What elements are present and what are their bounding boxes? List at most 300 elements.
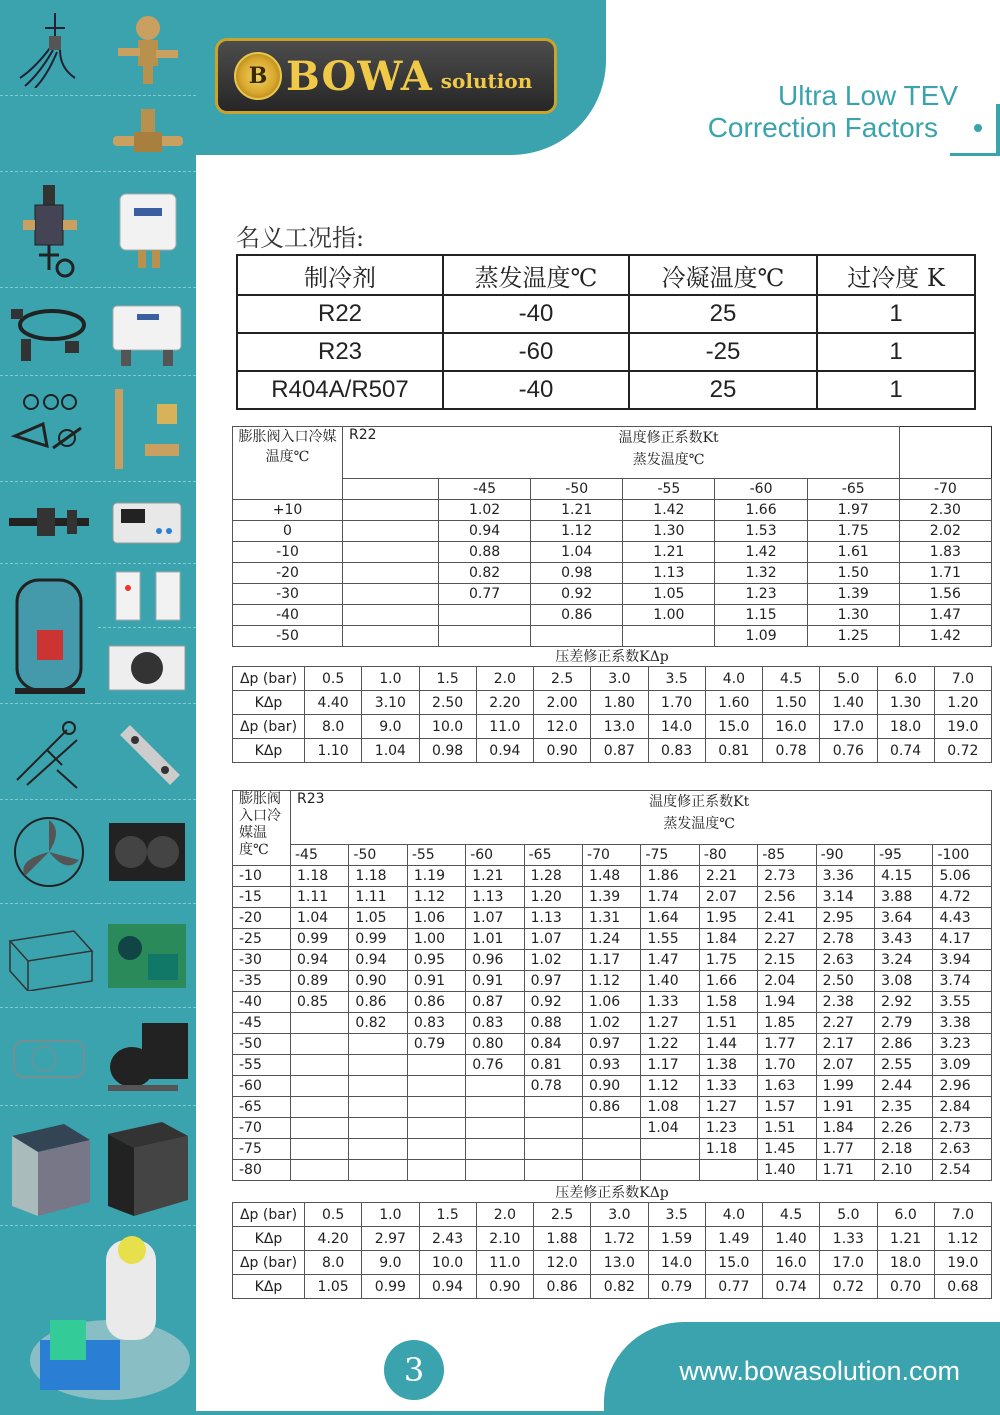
- refrigerant-label: R22: [343, 427, 439, 479]
- cell: -40: [443, 295, 629, 333]
- kt-value-cell: 1.02: [583, 1013, 641, 1034]
- kt-value-cell: 2.44: [875, 1076, 933, 1097]
- inlet-temp-cell: -35: [233, 971, 291, 992]
- kt-value-cell: 1.32: [715, 563, 807, 584]
- dual-pressure-switch-icon: [106, 296, 188, 370]
- sidebar-cell: [98, 288, 196, 376]
- evap-temp-cell: -90: [816, 845, 874, 866]
- kt-value-cell: 1.21: [466, 866, 524, 887]
- kp-value-cell: 7.0: [934, 1203, 991, 1227]
- sidebar-cell: [0, 376, 98, 482]
- kp-value-cell: 1.21: [877, 1227, 934, 1251]
- kt-value-cell: 0.85: [291, 992, 349, 1013]
- kt-value-cell: 1.04: [641, 1118, 699, 1139]
- table-row: [233, 1118, 992, 1139]
- kt-value-cell: [641, 1160, 699, 1181]
- kt-value-cell: 1.33: [699, 1076, 757, 1097]
- kt-value-cell: [524, 1097, 582, 1118]
- kt-value-cell: 0.81: [524, 1055, 582, 1076]
- kt-value-cell: [466, 1139, 524, 1160]
- kp-value-cell: 10.0: [419, 1251, 476, 1275]
- inlet-temp-cell: -20: [233, 563, 343, 584]
- table-row: [233, 992, 992, 1013]
- kt-value-cell: [291, 1139, 349, 1160]
- kt-value-cell: 1.15: [715, 605, 807, 626]
- kp-value-cell: 2.43: [419, 1227, 476, 1251]
- table-row: [233, 691, 992, 715]
- kp-value-cell: 0.79: [648, 1275, 705, 1299]
- kt-value-cell: 1.74: [641, 887, 699, 908]
- table-row: [233, 542, 992, 563]
- kt-value-cell: [291, 1076, 349, 1097]
- kt-value-cell: 1.66: [715, 500, 807, 521]
- kt-value-cell: 0.88: [524, 1013, 582, 1034]
- kt-value-cell: 1.42: [623, 500, 715, 521]
- kt-value-cell: [641, 1139, 699, 1160]
- kp-caption: 压差修正系数KΔp: [555, 649, 669, 665]
- kt-value-cell: 1.30: [807, 605, 899, 626]
- table-row: [233, 1013, 992, 1034]
- col-header: 冷凝温度℃: [629, 255, 817, 295]
- kt-value-cell: 0.84: [524, 1034, 582, 1055]
- kt-value-cell: 0.86: [407, 992, 465, 1013]
- kt-value-cell: 2.84: [933, 1097, 992, 1118]
- table-row: [233, 1076, 992, 1097]
- inlet-temp-cell: -75: [233, 1139, 291, 1160]
- kt-value-cell: 1.42: [899, 626, 991, 647]
- kt-value-cell: 1.86: [641, 866, 699, 887]
- kt-value-cell: 0.92: [524, 992, 582, 1013]
- r22-temperature-table: [232, 426, 992, 647]
- kt-value-cell: 0.94: [291, 950, 349, 971]
- cell: 25: [629, 371, 817, 409]
- r23-rows: [233, 866, 992, 1181]
- kp-value-cell: 0.81: [705, 739, 762, 763]
- kt-value-cell: 0.76: [466, 1055, 524, 1076]
- kp-value-cell: 1.50: [763, 691, 820, 715]
- kt-value-cell: 1.55: [641, 929, 699, 950]
- kp-row-label: KΔp: [233, 1227, 305, 1251]
- cell: R22: [237, 295, 443, 333]
- kt-value-cell: [466, 1097, 524, 1118]
- inlet-temp-header: [233, 791, 291, 866]
- kp-value-cell: 1.05: [305, 1275, 362, 1299]
- evap-temp-cell: -70: [583, 845, 641, 866]
- kt-value-cell: 2.73: [933, 1118, 992, 1139]
- kt-value-cell: 1.06: [407, 908, 465, 929]
- logo-name: BOWA: [286, 52, 433, 100]
- kt-value-cell: 2.55: [875, 1055, 933, 1076]
- kt-value-cell: 1.06: [583, 992, 641, 1013]
- evap-temp-cell: -70: [899, 479, 991, 500]
- compressor-drawing-icon: [4, 1018, 94, 1098]
- kt-value-cell: 4.72: [933, 887, 992, 908]
- kp-row-label: Δp (bar): [233, 715, 305, 739]
- relief-valve-icon: [10, 178, 90, 282]
- inlet-temp-header: 膨胀阀入口冷媒温度℃: [233, 427, 343, 500]
- kt-value-cell: [407, 1055, 465, 1076]
- kp-row-label: Δp (bar): [233, 667, 305, 691]
- kp-value-cell: 3.0: [591, 1203, 648, 1227]
- kt-value-cell: 1.08: [641, 1097, 699, 1118]
- kt-value-cell: 2.26: [875, 1118, 933, 1139]
- kp-value-cell: 1.5: [419, 1203, 476, 1227]
- evap-temp-cell: -85: [758, 845, 816, 866]
- inlet-temp-cell: 0: [233, 521, 343, 542]
- sidebar-cell: [98, 628, 196, 704]
- kp-value-cell: 0.90: [534, 739, 591, 763]
- evap-label: 蒸发温度℃: [632, 452, 705, 468]
- capillary-coil-icon: [10, 8, 90, 88]
- kt-value-cell: 3.64: [875, 908, 933, 929]
- unit-cooler-icon: [104, 634, 190, 698]
- table-row: [233, 887, 992, 908]
- kp-value-cell: 17.0: [820, 715, 877, 739]
- kp-value-cell: 19.0: [934, 1251, 991, 1275]
- kt-value-cell: 0.83: [407, 1013, 465, 1034]
- kt-label: 温度修正系数Kt: [618, 430, 719, 446]
- kt-header: [407, 791, 991, 845]
- sidebar-cell: [0, 96, 98, 172]
- kp-value-cell: 14.0: [648, 1251, 705, 1275]
- evap-temp-cell: -60: [715, 479, 807, 500]
- blank-cell: [343, 584, 439, 605]
- kt-value-cell: [349, 1160, 407, 1181]
- kt-value-cell: 2.56: [758, 887, 816, 908]
- inlet-temp-cell: -55: [233, 1055, 291, 1076]
- kt-value-cell: 1.02: [439, 500, 531, 521]
- kt-value-cell: 1.50: [807, 563, 899, 584]
- table-row: [233, 1160, 992, 1181]
- kt-value-cell: 1.18: [291, 866, 349, 887]
- kt-value-cell: 1.71: [816, 1160, 874, 1181]
- kt-value-cell: [524, 1139, 582, 1160]
- table-row: [233, 950, 992, 971]
- product-sidebar: [0, 0, 196, 1415]
- kt-value-cell: [291, 1034, 349, 1055]
- kt-value-cell: 2.41: [758, 908, 816, 929]
- kt-value-cell: [291, 1013, 349, 1034]
- kt-value-cell: 1.38: [699, 1055, 757, 1076]
- kt-value-cell: [466, 1118, 524, 1139]
- kt-value-cell: 1.57: [758, 1097, 816, 1118]
- evap-temp-cell: -45: [439, 479, 531, 500]
- sidebar-cell: [0, 1226, 196, 1415]
- kp-value-cell: 0.87: [591, 739, 648, 763]
- table-row: [233, 715, 992, 739]
- enclosed-unit-icon: [4, 1116, 94, 1220]
- kp-value-cell: 1.88: [534, 1227, 591, 1251]
- table-row: [233, 1203, 992, 1227]
- cell: 1: [817, 371, 975, 409]
- brand-logo: [215, 38, 557, 114]
- kt-value-cell: [439, 626, 531, 647]
- sidebar-cell: [0, 800, 98, 904]
- table-row: [233, 563, 992, 584]
- kp-value-cell: 1.04: [362, 739, 419, 763]
- kt-value-cell: 3.08: [875, 971, 933, 992]
- kt-value-cell: 1.23: [699, 1118, 757, 1139]
- sidebar-cell: [98, 172, 196, 288]
- kt-value-cell: 3.23: [933, 1034, 992, 1055]
- kt-value-cell: 1.11: [349, 887, 407, 908]
- kt-value-cell: 3.43: [875, 929, 933, 950]
- kt-value-cell: 3.24: [875, 950, 933, 971]
- kp-value-cell: 2.00: [534, 691, 591, 715]
- kp-value-cell: 10.0: [419, 715, 476, 739]
- table-row: [233, 667, 992, 691]
- kt-value-cell: [349, 1139, 407, 1160]
- kp-value-cell: 0.76: [820, 739, 877, 763]
- kt-value-cell: 1.21: [623, 542, 715, 563]
- table-row: [233, 739, 992, 763]
- kt-value-cell: 2.17: [816, 1034, 874, 1055]
- kp-value-cell: 2.5: [534, 667, 591, 691]
- kt-value-cell: 0.91: [466, 971, 524, 992]
- kp-value-cell: 5.0: [820, 667, 877, 691]
- blank-cell: [343, 563, 439, 584]
- kt-value-cell: 1.39: [583, 887, 641, 908]
- kp-value-cell: 4.0: [705, 1203, 762, 1227]
- kp-value-cell: 8.0: [305, 715, 362, 739]
- kp-value-cell: 15.0: [705, 715, 762, 739]
- kt-value-cell: 0.90: [349, 971, 407, 992]
- kp-row-label: KΔp: [233, 739, 305, 763]
- kp-value-cell: 0.99: [362, 1275, 419, 1299]
- kp-value-cell: 1.72: [591, 1227, 648, 1251]
- table-row: [233, 1055, 992, 1076]
- kt-value-cell: [524, 1160, 582, 1181]
- kp-value-cell: 15.0: [705, 1251, 762, 1275]
- kp-value-cell: 17.0: [820, 1251, 877, 1275]
- kt-value-cell: 1.28: [524, 866, 582, 887]
- title-line-2: Correction Factors: [707, 112, 938, 143]
- kt-value-cell: 4.43: [933, 908, 992, 929]
- sidebar-cell: [0, 0, 98, 96]
- kt-value-cell: 1.40: [758, 1160, 816, 1181]
- cell: -25: [629, 333, 817, 371]
- kt-value-cell: 1.51: [699, 1013, 757, 1034]
- kp-value-cell: 0.77: [705, 1275, 762, 1299]
- kp-value-cell: 0.5: [305, 1203, 362, 1227]
- kt-value-cell: 0.80: [466, 1034, 524, 1055]
- kt-value-cell: 1.04: [291, 908, 349, 929]
- kt-value-cell: 1.77: [758, 1034, 816, 1055]
- kp-value-cell: 6.0: [877, 667, 934, 691]
- sidebar-cell: [0, 288, 98, 376]
- inlet-temp-cell: -40: [233, 605, 343, 626]
- kt-value-cell: [583, 1139, 641, 1160]
- blank-cell: [343, 500, 439, 521]
- kt-value-cell: 2.35: [875, 1097, 933, 1118]
- kt-value-cell: [407, 1076, 465, 1097]
- sidebar-cell: [98, 376, 196, 482]
- sidebar-cell: [0, 1106, 98, 1226]
- page-number: 3: [384, 1340, 444, 1400]
- nominal-conditions-table: [236, 254, 976, 410]
- kp-value-cell: 4.40: [305, 691, 362, 715]
- kp-value-cell: 1.33: [820, 1227, 877, 1251]
- kt-value-cell: 0.95: [407, 950, 465, 971]
- kt-value-cell: [291, 1118, 349, 1139]
- kt-value-cell: 1.99: [816, 1076, 874, 1097]
- refrigeration-rack-icon: [20, 1230, 190, 1410]
- refrigerant-label: R23: [291, 791, 408, 845]
- kt-value-cell: 1.23: [715, 584, 807, 605]
- condenser-coil-icon: [104, 814, 190, 890]
- kp-value-cell: 7.0: [934, 667, 991, 691]
- kt-value-cell: 0.89: [291, 971, 349, 992]
- r22-rows: [233, 500, 992, 647]
- sidebar-cell: [98, 800, 196, 904]
- kp-value-cell: 9.0: [362, 715, 419, 739]
- kt-value-cell: 1.47: [899, 605, 991, 626]
- kt-value-cell: 2.96: [933, 1076, 992, 1097]
- kt-value-cell: 1.01: [466, 929, 524, 950]
- evap-temp-cell: -50: [531, 479, 623, 500]
- kt-value-cell: 0.83: [466, 1013, 524, 1034]
- blank-cell: [343, 605, 439, 626]
- page-title: [708, 80, 958, 144]
- kt-value-cell: 1.45: [758, 1139, 816, 1160]
- kp-value-cell: 1.49: [705, 1227, 762, 1251]
- evap-temp-cell: -75: [641, 845, 699, 866]
- kt-value-cell: 1.53: [715, 521, 807, 542]
- website-link[interactable]: www.bowasolution.com: [679, 1356, 960, 1386]
- kt-value-cell: [623, 626, 715, 647]
- sidebar-cell: [98, 0, 196, 96]
- kt-value-cell: 0.82: [349, 1013, 407, 1034]
- r23-pressure-table: [232, 1202, 992, 1299]
- kt-value-cell: 0.90: [583, 1076, 641, 1097]
- kt-value-cell: 1.77: [816, 1139, 874, 1160]
- kt-value-cell: 5.06: [933, 866, 992, 887]
- kt-value-cell: 1.42: [715, 542, 807, 563]
- inlet-temp-cell: -20: [233, 908, 291, 929]
- table-row: [233, 908, 992, 929]
- blank-cell: [343, 542, 439, 563]
- kp-value-cell: 0.94: [419, 1275, 476, 1299]
- kp-value-cell: 11.0: [476, 715, 533, 739]
- kt-value-cell: 1.51: [758, 1118, 816, 1139]
- kp-value-cell: 2.97: [362, 1227, 419, 1251]
- kt-value-cell: [407, 1118, 465, 1139]
- inlet-temp-cell: -70: [233, 1118, 291, 1139]
- table-row: [233, 584, 992, 605]
- evap-temp-cell: -45: [291, 845, 349, 866]
- inlet-temp-cell: +10: [233, 500, 343, 521]
- kt-value-cell: 1.19: [407, 866, 465, 887]
- kt-value-cell: 3.36: [816, 866, 874, 887]
- table-row: [233, 929, 992, 950]
- kt-value-cell: 0.98: [531, 563, 623, 584]
- kt-value-cell: 1.94: [758, 992, 816, 1013]
- kt-value-cell: 2.04: [758, 971, 816, 992]
- kt-value-cell: 1.84: [699, 929, 757, 950]
- kp-value-cell: 1.60: [705, 691, 762, 715]
- kt-value-cell: 1.07: [524, 929, 582, 950]
- kp-value-cell: 1.59: [648, 1227, 705, 1251]
- kp-value-cell: 12.0: [534, 715, 591, 739]
- kt-value-cell: 0.91: [407, 971, 465, 992]
- kt-value-cell: 1.61: [807, 542, 899, 563]
- kt-value-cell: 2.54: [933, 1160, 992, 1181]
- table-row: [233, 521, 992, 542]
- kt-value-cell: 0.86: [583, 1097, 641, 1118]
- kt-value-cell: 2.21: [699, 866, 757, 887]
- kt-value-cell: 0.94: [349, 950, 407, 971]
- sidebar-cell: [98, 482, 196, 564]
- kt-value-cell: 1.85: [758, 1013, 816, 1034]
- hermetic-compressor-icon: [102, 1016, 192, 1098]
- kt-value-cell: 1.13: [466, 887, 524, 908]
- kt-value-cell: [291, 1097, 349, 1118]
- table-row: [233, 1034, 992, 1055]
- kt-value-cell: 4.15: [875, 866, 933, 887]
- kt-value-cell: 2.86: [875, 1034, 933, 1055]
- kt-value-cell: 2.63: [933, 1139, 992, 1160]
- kp-value-cell: 1.5: [419, 667, 476, 691]
- kt-value-cell: 0.79: [407, 1034, 465, 1055]
- evap-temp-cell: -60: [466, 845, 524, 866]
- kt-value-cell: [349, 1097, 407, 1118]
- kp-value-cell: 4.20: [305, 1227, 362, 1251]
- cell: -60: [443, 333, 629, 371]
- kt-value-cell: 1.17: [583, 950, 641, 971]
- inlet-temp-cell: -60: [233, 1076, 291, 1097]
- kt-value-cell: 1.07: [466, 908, 524, 929]
- kp-value-cell: 3.0: [591, 667, 648, 691]
- kt-value-cell: 2.18: [875, 1139, 933, 1160]
- kp-value-cell: 2.50: [419, 691, 476, 715]
- kt-value-cell: 3.14: [816, 887, 874, 908]
- kp-value-cell: 3.5: [648, 1203, 705, 1227]
- kt-value-cell: 2.30: [899, 500, 991, 521]
- kt-value-cell: 2.07: [816, 1055, 874, 1076]
- kt-value-cell: 1.17: [641, 1055, 699, 1076]
- table-row: [233, 1251, 992, 1275]
- kt-value-cell: 2.79: [875, 1013, 933, 1034]
- kt-value-cell: 1.75: [807, 521, 899, 542]
- kp-value-cell: 1.10: [305, 739, 362, 763]
- kt-value-cell: 1.13: [524, 908, 582, 929]
- kt-value-cell: 3.94: [933, 950, 992, 971]
- footer-rule: [196, 1411, 1000, 1415]
- kt-value-cell: [531, 626, 623, 647]
- kp-value-cell: 13.0: [591, 1251, 648, 1275]
- kp-value-cell: 0.72: [934, 739, 991, 763]
- sidebar-cell: [98, 904, 196, 1008]
- kp-value-cell: 2.20: [476, 691, 533, 715]
- kt-value-cell: 1.18: [699, 1139, 757, 1160]
- kt-value-cell: 3.74: [933, 971, 992, 992]
- sidebar-cell: [98, 1008, 196, 1106]
- kp-value-cell: 3.5: [648, 667, 705, 691]
- col-header: 制冷剂: [237, 255, 443, 295]
- kt-value-cell: 0.77: [439, 584, 531, 605]
- kt-value-cell: 1.20: [524, 887, 582, 908]
- kt-value-cell: [407, 1139, 465, 1160]
- evap-temp-row: [233, 479, 992, 500]
- kt-header: [439, 427, 900, 479]
- sidebar-cell: [0, 172, 98, 288]
- kt-value-cell: 1.12: [583, 971, 641, 992]
- access-valve-icon: [104, 382, 190, 476]
- kt-value-cell: 1.44: [699, 1034, 757, 1055]
- kt-value-cell: 1.25: [807, 626, 899, 647]
- cell: R404A/R507: [237, 371, 443, 409]
- logo-subtitle: solution: [440, 69, 533, 93]
